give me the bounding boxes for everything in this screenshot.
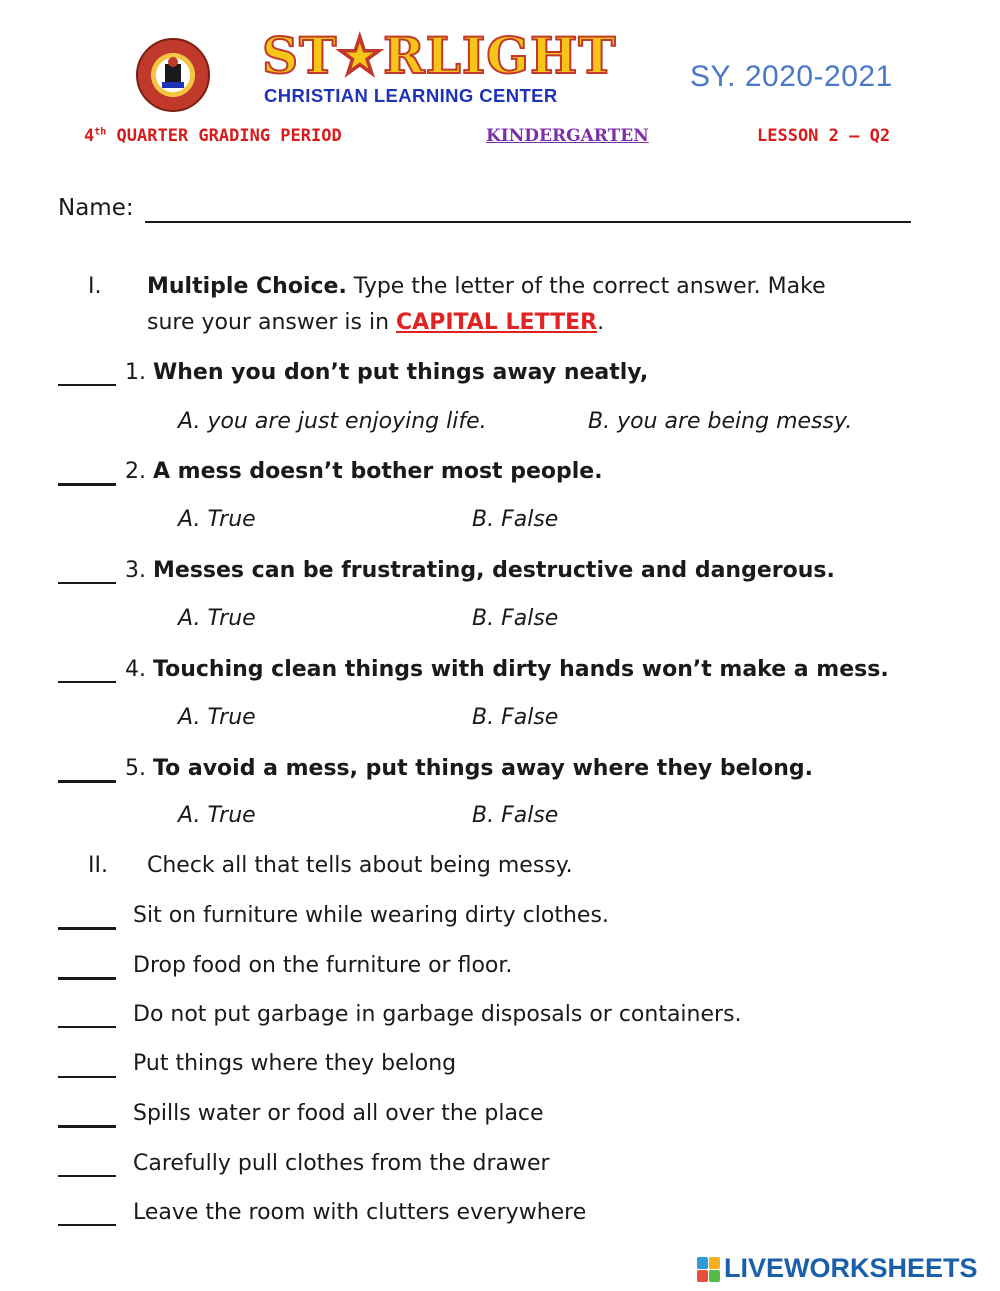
star-icon: ★: [337, 26, 384, 85]
school-seal: [136, 38, 210, 112]
liveworksheets-blocks-icon: [697, 1257, 721, 1283]
check-item-4: Put things where they belong: [133, 1051, 457, 1076]
q2-option-b: B. False: [472, 507, 559, 532]
check-item-1: Sit on furniture while wearing dirty clothes.: [133, 903, 609, 928]
check-blank-1[interactable]: [58, 927, 116, 930]
capital-letter-emphasis: CAPITAL LETTER: [396, 310, 598, 335]
q5-option-b: B. False: [472, 803, 559, 828]
answer-blank-q4[interactable]: [58, 681, 116, 683]
question-4: 4. Touching clean things with dirty hands won’t make a mess.: [125, 657, 889, 682]
check-blank-7[interactable]: [58, 1224, 116, 1226]
question-2: 2. A mess doesn’t bother most people.: [125, 459, 603, 484]
grade-level: KINDERGARTEN: [486, 126, 649, 146]
check-item-2: Drop food on the furniture or floor.: [133, 953, 513, 978]
check-blank-4[interactable]: [58, 1076, 116, 1078]
answer-blank-q1[interactable]: [58, 384, 116, 386]
check-blank-6[interactable]: [58, 1175, 116, 1177]
check-item-7: Leave the room with clutters everywhere: [133, 1200, 587, 1225]
question-1: 1. When you don’t put things away neatly,: [125, 360, 649, 385]
grading-period: 4th QUARTER GRADING PERIOD: [84, 126, 342, 146]
school-year: SY. 2020-2021: [690, 60, 893, 93]
liveworksheets-logo: LIVEWORKSHEETS: [724, 1253, 978, 1283]
check-blank-2[interactable]: [58, 977, 116, 980]
lesson-label: LESSON 2 – Q2: [757, 126, 891, 146]
check-blank-3[interactable]: [58, 1026, 116, 1028]
part2-instructions: Check all that tells about being messy.: [147, 853, 573, 878]
q2-option-a: A. True: [178, 507, 256, 532]
answer-blank-q2[interactable]: [58, 483, 116, 486]
part1-instructions-line1: Multiple Choice. Type the letter of the correct answer. Make: [147, 274, 826, 299]
question-3: 3. Messes can be frustrating, destructive and dangerous.: [125, 558, 835, 583]
school-subtitle: CHRISTIAN LEARNING CENTER: [264, 85, 558, 106]
school-logo-wordmark: ST★RLIGHT: [262, 26, 617, 85]
seal-emblem-icon: [138, 40, 208, 110]
part1-roman: I.: [88, 274, 102, 299]
q3-option-b: B. False: [472, 606, 559, 631]
q1-option-b: B. you are being messy.: [588, 409, 853, 434]
q5-option-a: A. True: [178, 803, 256, 828]
q4-option-b: B. False: [472, 705, 559, 730]
answer-blank-q5[interactable]: [58, 780, 116, 783]
check-item-3: Do not put garbage in garbage disposals or containers.: [133, 1002, 742, 1027]
check-item-6: Carefully pull clothes from the drawer: [133, 1151, 550, 1176]
question-5: 5. To avoid a mess, put things away where they belong.: [125, 756, 813, 781]
q1-option-a: A. you are just enjoying life.: [178, 409, 487, 434]
name-label: Name:: [58, 195, 134, 221]
part1-instructions-line2: sure your answer is in CAPITAL LETTER.: [147, 310, 605, 335]
answer-blank-q3[interactable]: [58, 582, 116, 584]
part2-roman: II.: [88, 853, 108, 878]
name-input-line[interactable]: [145, 221, 911, 223]
check-blank-5[interactable]: [58, 1125, 116, 1128]
check-item-5: Spills water or food all over the place: [133, 1101, 544, 1126]
q4-option-a: A. True: [178, 705, 256, 730]
q3-option-a: A. True: [178, 606, 256, 631]
